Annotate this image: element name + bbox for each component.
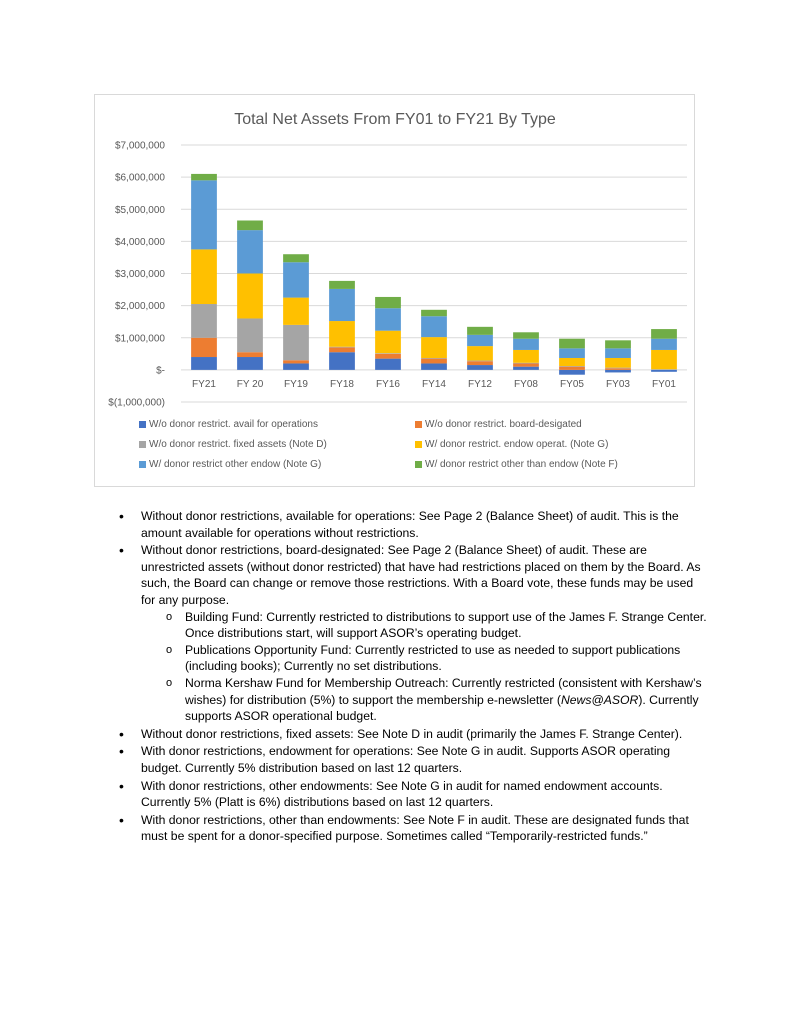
bar-segment [513, 363, 539, 364]
y-tick-label: $2,000,000 [114, 301, 165, 313]
x-tick-label: FY01 [652, 378, 676, 390]
bar-segment [421, 359, 447, 364]
bar-segment [559, 370, 585, 375]
bar-segment [329, 347, 355, 348]
y-tick-label: $1,000,000 [114, 333, 165, 345]
bar-segment [329, 321, 355, 347]
legend-label: W/ donor restrict other endow (Note G) [149, 459, 322, 470]
x-tick-label: FY05 [560, 378, 584, 390]
bar-segment [283, 262, 309, 297]
bar-segment [467, 365, 493, 370]
bar-segment [651, 369, 677, 370]
bar-segment [605, 368, 631, 370]
y-tick-label: $4,000,000 [114, 236, 165, 248]
legend-item-endow-operations [415, 439, 608, 450]
chart-frame [94, 94, 695, 487]
note-fixed-assets: • Without donor restrictions, fixed assets: See Note D in audit (primarily the James F. Strange Center). [119, 726, 709, 743]
bar-segment [605, 368, 631, 369]
y-tick-label: $7,000,000 [114, 140, 165, 152]
legend-item-avail-operations [139, 419, 318, 430]
chart-title: Total Net Assets From FY01 to FY21 By Type [234, 111, 556, 128]
bar-segment [237, 230, 263, 273]
bar-segment [467, 327, 493, 335]
legend-swatch [415, 441, 422, 448]
bar-segment [421, 363, 447, 369]
bar-segment [605, 358, 631, 368]
bar-segment [605, 348, 631, 358]
bar-segment [237, 318, 263, 352]
y-tick-label: $3,000,000 [114, 269, 165, 280]
x-tick-label: FY14 [422, 378, 446, 390]
bar-segment [329, 289, 355, 321]
bar-segment [513, 363, 539, 366]
bar-segment [375, 354, 401, 359]
bar-segment [329, 347, 355, 352]
legend-item-other-than-endow [415, 459, 618, 470]
subnote-kershaw-fund [163, 675, 709, 725]
bar-segment [467, 346, 493, 360]
bar-segment [375, 359, 401, 370]
bar-segment [651, 339, 677, 350]
bar-segment [651, 370, 677, 372]
bar-segment [559, 358, 585, 366]
bar-segment [559, 366, 585, 367]
x-tick-label: FY21 [192, 378, 216, 390]
bar-segment [559, 348, 585, 358]
bar-segment [237, 357, 263, 370]
bar-segment [191, 357, 217, 370]
bar-segment [191, 338, 217, 357]
subnote-building-fund: o Building Fund: Currently restricted to distributions to support use of the James F. Strange Center. Once distributions start, will support ASOR’s operating budget. [163, 609, 709, 642]
x-tick-label: FY12 [468, 378, 492, 390]
bar-segment [237, 220, 263, 230]
legend-label: W/o donor restrict. fixed assets (Note D) [149, 439, 327, 450]
y-tick-label: $(1,000,000) [108, 397, 165, 409]
bar-segment [421, 310, 447, 316]
note-board-designated [119, 542, 709, 725]
note-board-designated-text: Without donor restrictions, board-designated: See Page 2 (Balance Sheet) of audit. These are unrestricted assets (without donor restricted) that have had restrictions placed on them by the Board. As such, the Board can change or remove those restrictions. With a Board vote, these funds may be used for any purpose. [141, 543, 701, 607]
subnote-kershaw-text-c: ). Currently supports ASOR operational budget. [185, 692, 699, 724]
bar-segment [283, 360, 309, 363]
bar-segment [237, 274, 263, 319]
legend-item-board-designated [415, 419, 582, 430]
bar-segment [513, 367, 539, 370]
subnote-kershaw-text-a: Norma Kershaw Fund for Membership Outreach: Currently restricted (consistent with Kershaw’s wishes) for distribution (5%) to support the membership e-newsletter ( [185, 675, 702, 707]
note-other-endowments: • With donor restrictions, other endowments: See Note G in audit for named endowment accounts. Currently 5% (Platt is 6%) distributions based on last 12 quarters. [119, 778, 709, 811]
bar-segment [375, 297, 401, 308]
bar-segment [513, 350, 539, 363]
bar-segment [191, 174, 217, 180]
bar-segment [421, 316, 447, 337]
x-tick-label: FY 20 [236, 378, 264, 390]
notes-list [119, 508, 709, 846]
bar-segment [329, 281, 355, 289]
legend-label: W/o donor restrict. avail for operations [149, 419, 318, 430]
bar-segment [421, 337, 447, 358]
y-tick-label: $5,000,000 [114, 204, 165, 216]
bar-segment [191, 304, 217, 338]
note-other-than-endowments: • With donor restrictions, other than endowments: See Note F in audit. These are designated funds that must be spent for a donor-specified purpose. Sometimes called “Temporarily-restricted funds.” [119, 812, 709, 845]
y-tick-label: $- [156, 365, 165, 377]
legend-swatch [415, 461, 422, 468]
bar-segment [605, 340, 631, 348]
bar-segment [283, 298, 309, 325]
bar-segment [329, 352, 355, 370]
newsletter-name: News@ASOR [560, 692, 639, 707]
subnote-publications-fund: o Publications Opportunity Fund: Currently restricted to use as needed to support publications (including books); Currently no set distributions. [163, 642, 709, 675]
bar-segment [605, 370, 631, 373]
bar-segment [651, 329, 677, 339]
x-tick-label: FY03 [606, 378, 630, 390]
bar-segment [375, 353, 401, 354]
note-endow-operations: • With donor restrictions, endowment for operations: See Note G in audit. Supports ASOR operating budget. Currently 5% distribution based on last 12 quarters. [119, 743, 709, 776]
y-tick-label: $6,000,000 [114, 172, 165, 184]
x-tick-label: FY18 [330, 378, 354, 390]
bar-segment [421, 358, 447, 359]
bar-segment [191, 180, 217, 249]
bar-segment [559, 339, 585, 349]
x-tick-label: FY08 [514, 378, 538, 390]
legend-swatch [139, 421, 146, 428]
bar-segment [283, 325, 309, 360]
x-tick-label: FY19 [284, 378, 308, 390]
legend-swatch [415, 421, 422, 428]
legend-swatch [139, 441, 146, 448]
bar-segment [651, 350, 677, 369]
legend-item-other-endow [139, 459, 321, 470]
bar-segment [513, 332, 539, 338]
note-avail-operations: • Without donor restrictions, available for operations: See Page 2 (Balance Sheet) of audit. This is the amount available for operations without restrictions. [119, 508, 709, 541]
legend-label: W/ donor restrict other than endow (Note F) [425, 459, 618, 470]
bar-segment [467, 361, 493, 362]
bar-segment [375, 308, 401, 330]
bar-segment [467, 361, 493, 365]
bar-segment [467, 335, 493, 346]
x-tick-label: FY16 [376, 378, 400, 390]
bar-segment [513, 339, 539, 350]
bar-segment [191, 249, 217, 304]
bar-segment [559, 367, 585, 370]
legend-label: W/ donor restrict. endow operat. (Note G) [425, 439, 609, 450]
bar-segment [283, 363, 309, 369]
bar-segment [237, 352, 263, 357]
legend-label: W/o donor restrict. board-desigated [425, 419, 582, 430]
bar-segment [375, 331, 401, 353]
legend-swatch [139, 461, 146, 468]
legend-item-fixed-assets [139, 439, 327, 450]
bar-segment [283, 254, 309, 262]
